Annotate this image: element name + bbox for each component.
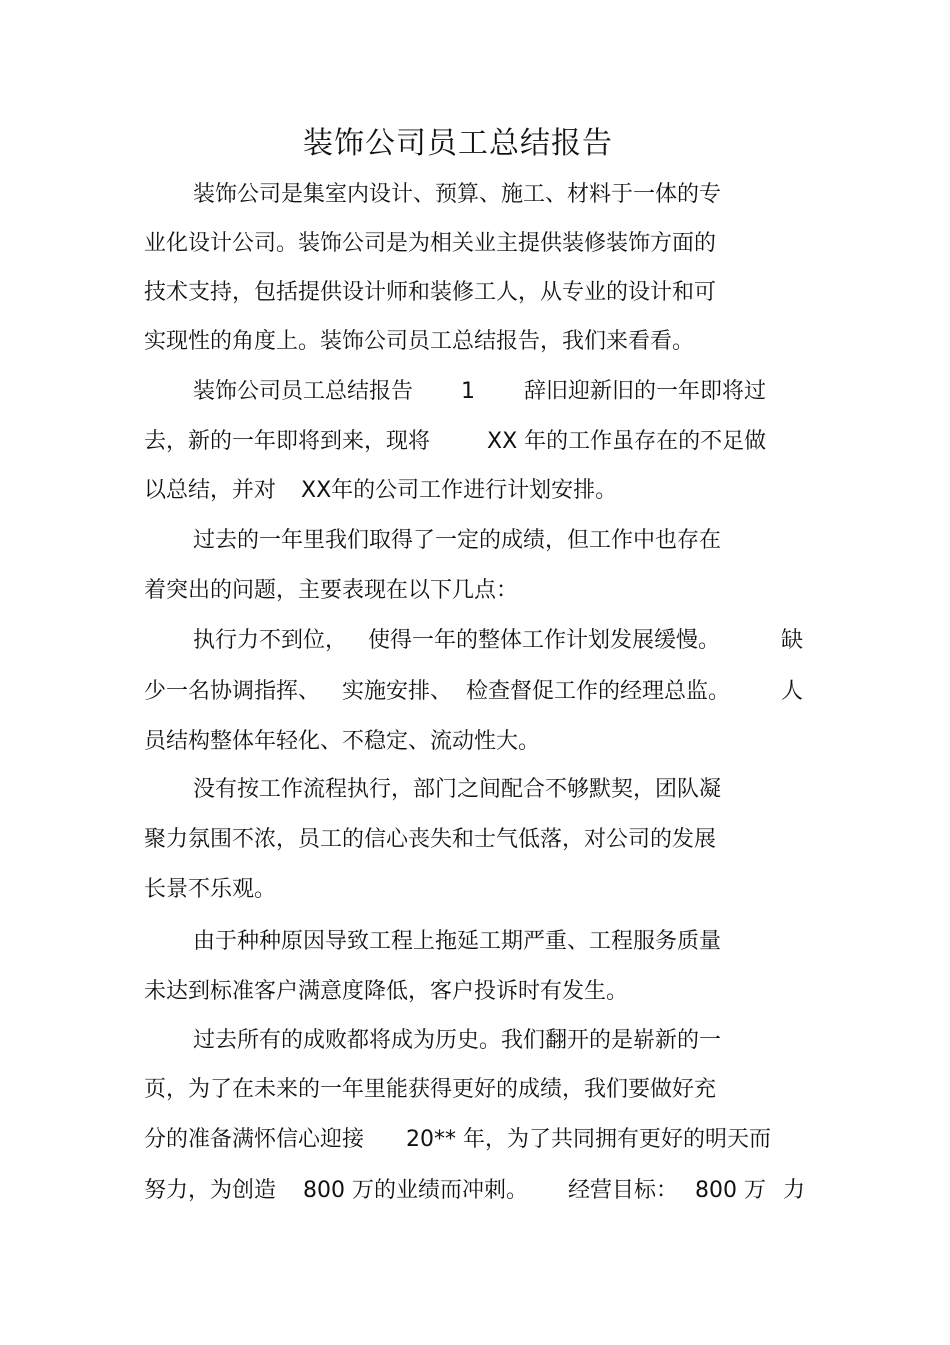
paragraph-4-segment: 实施安排、 (342, 679, 453, 704)
paragraph-7-segment: 800 万 (695, 1178, 766, 1203)
paragraph-3-line-2: 着突出的问题，主要表现在以下几点： (144, 578, 519, 603)
paragraph-6-line-2: 未达到标准客户满意度降低，客户投诉时有发生。 (144, 979, 629, 1004)
paragraph-4-segment: 检查督促工作的经理总监。 (466, 679, 731, 704)
paragraph-5-line-3: 长景不乐观。 (144, 877, 277, 902)
paragraph-2-segment: XX 年的工作虽存在的不足做 (487, 429, 767, 454)
paragraph-7-line-1: 过去所有的成败都将成为历史。我们翻开的是崭新的一 (193, 1028, 722, 1053)
paragraph-4-segment: 执行力不到位， (193, 628, 348, 653)
paragraph-2-segment: 去，新的一年即将到来，现将 (144, 429, 431, 454)
paragraph-7-line-2: 页，为了在未来的一年里能获得更好的成绩，我们要做好充 (144, 1077, 717, 1102)
document-title: 装饰公司员工总结报告 (303, 126, 613, 161)
paragraph-2-segment: 装饰公司员工总结报告 (193, 379, 414, 404)
paragraph-2-segment: 辞旧迎新旧的一年即将过 (524, 379, 767, 404)
paragraph-4-segment: 缺 (781, 628, 804, 653)
paragraph-1-line-1: 装饰公司是集室内设计、预算、施工、材料于一体的专 (193, 182, 722, 207)
paragraph-2-segment: XX年的公司工作进行计划安排。 (301, 478, 618, 503)
paragraph-4-line-3: 员结构整体年轻化、不稳定、流动性大。 (144, 729, 541, 754)
paragraph-2-segment: 以总结，并对 (144, 478, 277, 503)
paragraph-7-segment: 20** 年，为了共同拥有更好的明天而 (406, 1127, 771, 1152)
paragraph-7-segment: 努力，为创造 (144, 1178, 277, 1203)
paragraph-7-segment: 分的准备满怀信心迎接 (144, 1127, 365, 1152)
paragraph-7-segment: 经营目标： (568, 1178, 679, 1203)
paragraph-5-line-2: 聚力氛围不浓，员工的信心丧失和士气低落，对公司的发展 (144, 827, 717, 852)
paragraph-7-segment: 力 (783, 1178, 806, 1203)
paragraph-4-segment: 少一名协调指挥、 (144, 679, 321, 704)
paragraph-1-line-2: 业化设计公司。装饰公司是为相关业主提供装修装饰方面的 (144, 231, 717, 256)
paragraph-5-line-1: 没有按工作流程执行，部门之间配合不够默契，团队凝 (193, 777, 722, 802)
paragraph-7-segment: 800 万的业绩而冲刺。 (303, 1178, 528, 1203)
paragraph-2-segment: 1 (461, 379, 475, 404)
paragraph-4-segment: 人 (781, 679, 804, 704)
paragraph-1-line-4: 实现性的角度上。装饰公司员工总结报告，我们来看看。 (144, 329, 695, 354)
paragraph-6-line-1: 由于种种原因导致工程上拖延工期严重、工程服务质量 (193, 929, 722, 954)
paragraph-4-segment: 使得一年的整体工作计划发展缓慢。 (368, 628, 721, 653)
paragraph-3-line-1: 过去的一年里我们取得了一定的成绩，但工作中也存在 (193, 528, 722, 553)
paragraph-1-line-3: 技术支持，包括提供设计师和装修工人，从专业的设计和可 (144, 280, 717, 305)
